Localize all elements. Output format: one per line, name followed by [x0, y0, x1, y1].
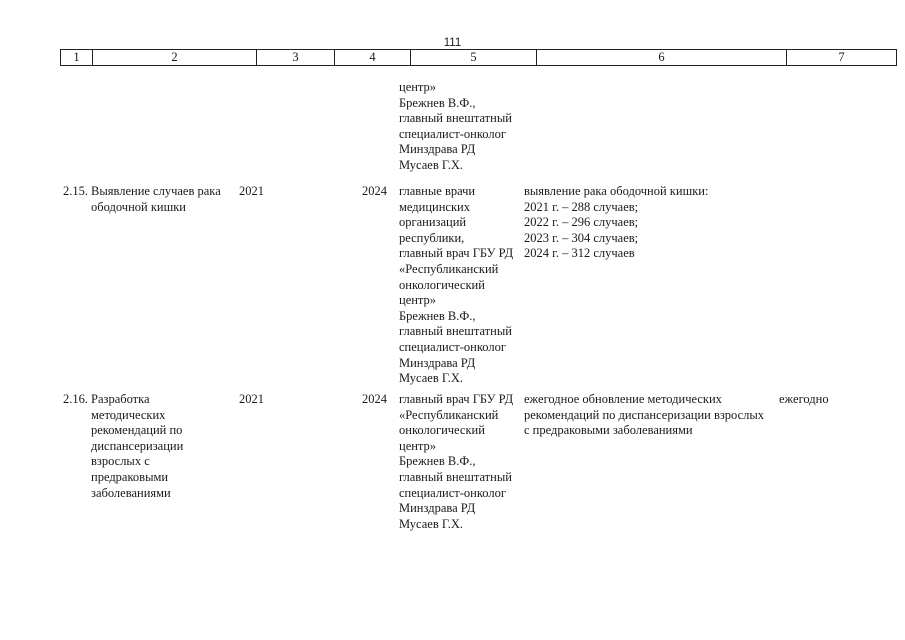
column-number-6: 6: [537, 50, 787, 66]
row-2-15-number: 2.15.: [63, 184, 88, 198]
column-number-5: 5: [411, 50, 537, 66]
row-2-15-responsible: главные врачи медицинских организаций республики, главный врач ГБУ РД «Республиканский онкологический центр» Брежнев В.Ф., главный внештатный специалист-онколог Минздрава РД Мусаев Г.Х.: [399, 184, 514, 386]
column-number-1: 1: [61, 50, 93, 66]
row-2-16-year-to: 2024: [362, 392, 387, 406]
row-2-16-number: 2.16.: [63, 392, 88, 406]
column-header-table: [60, 49, 897, 66]
column-number-4: 4: [335, 50, 411, 66]
row-2-16-term: ежегодно: [779, 392, 829, 406]
page-number: 111: [443, 37, 462, 49]
row-2-16-result: ежегодное обновление методических рекомендаций по диспансеризации взрослых с предраковыми заболеваниями: [524, 392, 765, 438]
row-2-16-name: Разработка методических рекомендаций по диспансеризации взрослых с предраковыми заболеваниями: [91, 392, 184, 500]
row-2-15-year-from: 2021: [239, 184, 264, 198]
column-number-7: 7: [787, 50, 897, 66]
column-number-row: [61, 50, 897, 66]
row-2-15-year-to: 2024: [362, 184, 387, 198]
column-number-2: 2: [93, 50, 257, 66]
row-2-16-responsible: главный врач ГБУ РД «Республиканский онкологический центр» Брежнев В.Ф., главный внештатный специалист-онколог Минздрава РД Мусаев Г.Х.: [399, 392, 514, 531]
row-2-16-year-from: 2021: [239, 392, 264, 406]
row-2-15-result: выявление рака ободочной кишки: 2021 г. – 288 случаев; 2022 г. – 296 случаев; 2023 г. – 304 случаев; 2024 г. – 312 случаев: [524, 184, 709, 261]
row-2-15-name: Выявление случаев рака ободочной кишки: [91, 184, 221, 214]
continuation-responsible: центр» Брежнев В.Ф., главный внештатный специалист-онколог Минздрава РД Мусаев Г.Х.: [399, 80, 512, 172]
column-number-3: 3: [257, 50, 335, 66]
